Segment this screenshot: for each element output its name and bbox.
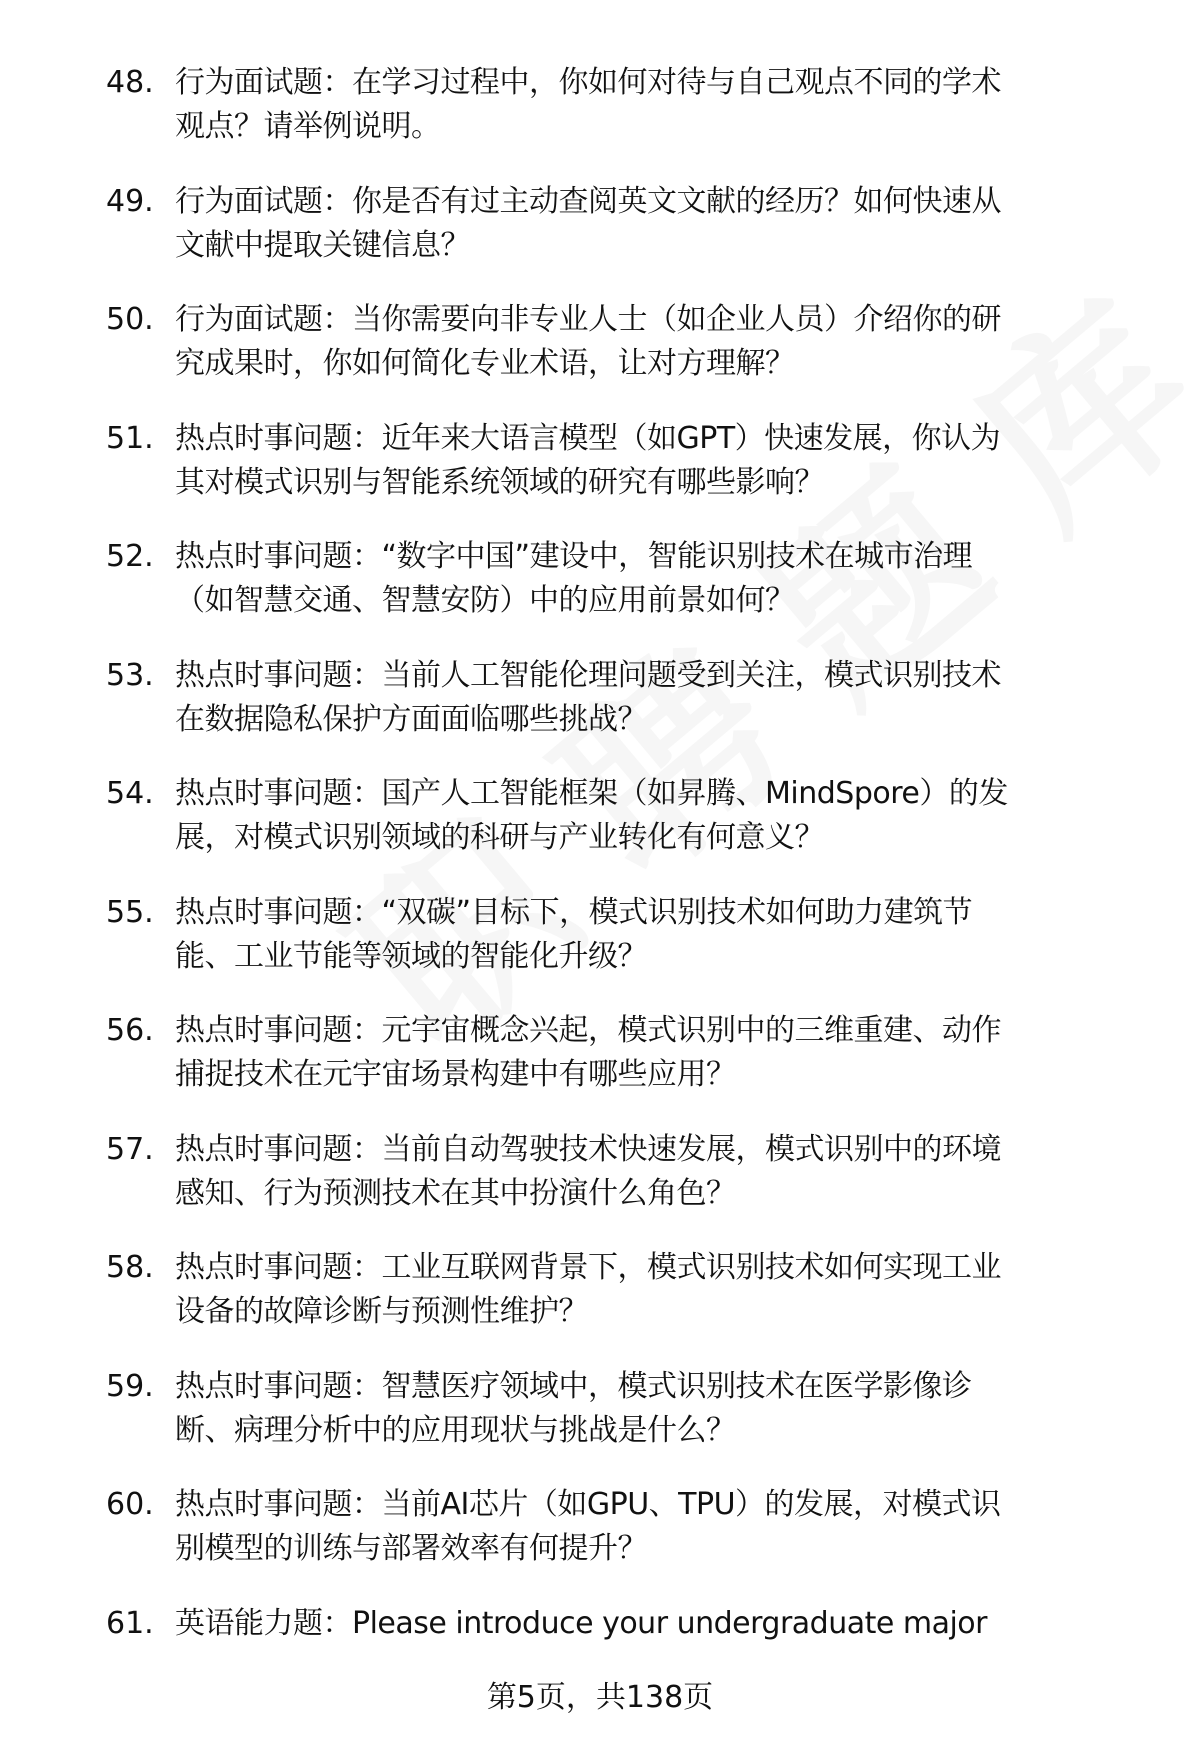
question-text <box>175 61 1001 149</box>
question-text-line: 其对模式识别与智能系统领域的研究有哪些影响？ <box>175 464 824 500</box>
question-text-line: 展，对模式识别领域的科研与产业转化有何意义？ <box>175 820 824 855</box>
question-text <box>175 1602 987 1646</box>
question-text-line: 热点时事问题：智慧医疗领域中，模式识别技术在医学影像诊 <box>175 1368 972 1404</box>
question-text <box>175 535 972 623</box>
question-number: 53. <box>106 657 154 693</box>
question-text-line: 行为面试题：你是否有过主动查阅英文文献的经历？如何快速从 <box>175 183 1001 219</box>
question-text-line: 别模型的训练与部署效率有何提升？ <box>175 1531 647 1566</box>
question-text-line: 观点？请举例说明。 <box>175 109 441 144</box>
question-text-line: 捕捉技术在元宇宙场景构建中有哪些应用？ <box>175 1057 736 1092</box>
question-number: 56. <box>106 1013 154 1048</box>
question-text-line: （如智慧交通、智慧安防）中的应用前景如何？ <box>175 583 795 618</box>
question-text <box>175 180 1001 268</box>
question-number: 54. <box>106 776 154 811</box>
question-number: 50. <box>106 302 154 337</box>
question-text <box>175 1009 1001 1097</box>
question-number: 52. <box>106 539 154 574</box>
question-text-line: 热点时事问题：国产人工智能框架（如昇腾、MindSpore）的发 <box>175 776 1008 811</box>
question-text-line: 究成果时，你如何简化专业术语，让对方理解？ <box>175 346 795 381</box>
question-number: 49. <box>106 183 154 219</box>
question-text <box>175 1128 1001 1216</box>
question-text <box>175 1246 1001 1334</box>
question-text-line: 热点时事问题：“双碳”目标下，模式识别技术如何助力建筑节 <box>175 894 973 930</box>
question-text-line: 热点时事问题：近年来大语言模型（如GPT）快速发展，你认为 <box>175 420 1001 456</box>
question-number: 57. <box>106 1131 154 1167</box>
question-text <box>175 1365 972 1453</box>
question-text <box>175 891 972 979</box>
question-number: 48. <box>106 65 154 100</box>
question-number: 58. <box>106 1250 154 1285</box>
question-number: 55. <box>106 894 154 930</box>
question-text-line: 热点时事问题：“数字中国”建设中，智能识别技术在城市治理 <box>175 539 973 574</box>
question-number: 61. <box>106 1605 154 1641</box>
question-text-line: 行为面试题：当你需要向非专业人士（如企业人员）介绍你的研 <box>175 302 1001 337</box>
question-text-line: 断、病理分析中的应用现状与挑战是什么？ <box>175 1412 736 1448</box>
page-footer: 第5页，共138页 <box>486 1680 714 1715</box>
question-text-line: 感知、行为预测技术在其中扮演什么角色？ <box>175 1175 736 1211</box>
question-text-line: 热点时事问题：元宇宙概念兴起，模式识别中的三维重建、动作 <box>175 1013 1001 1048</box>
question-text <box>175 1483 1001 1571</box>
question-text-line: 热点时事问题：工业互联网背景下，模式识别技术如何实现工业 <box>175 1250 1001 1285</box>
question-number: 59. <box>106 1368 154 1404</box>
question-text-line: 文献中提取关键信息？ <box>175 227 470 263</box>
question-number: 51. <box>106 420 154 456</box>
question-text-line: 行为面试题：在学习过程中，你如何对待与自己观点不同的学术 <box>175 65 1001 100</box>
question-text-line: 热点时事问题：当前AI芯片（如GPU、TPU）的发展，对模式识 <box>175 1487 1001 1522</box>
question-text <box>175 654 1001 742</box>
question-text-line: 在数据隐私保护方面面临哪些挑战？ <box>175 701 647 737</box>
question-number: 60. <box>106 1487 154 1522</box>
question-text-line: 英语能力题：Please introduce your undergraduate major <box>175 1605 987 1641</box>
question-text <box>175 417 1000 505</box>
question-text-line: 能、工业节能等领域的智能化升级？ <box>175 938 647 974</box>
question-text-line: 热点时事问题：当前自动驾驶技术快速发展，模式识别中的环境 <box>175 1131 1001 1167</box>
question-text-line: 设备的故障诊断与预测性维护？ <box>175 1294 588 1329</box>
question-text-line: 热点时事问题：当前人工智能伦理问题受到关注，模式识别技术 <box>175 657 1001 693</box>
question-text <box>175 772 1008 860</box>
question-text <box>175 298 1001 386</box>
